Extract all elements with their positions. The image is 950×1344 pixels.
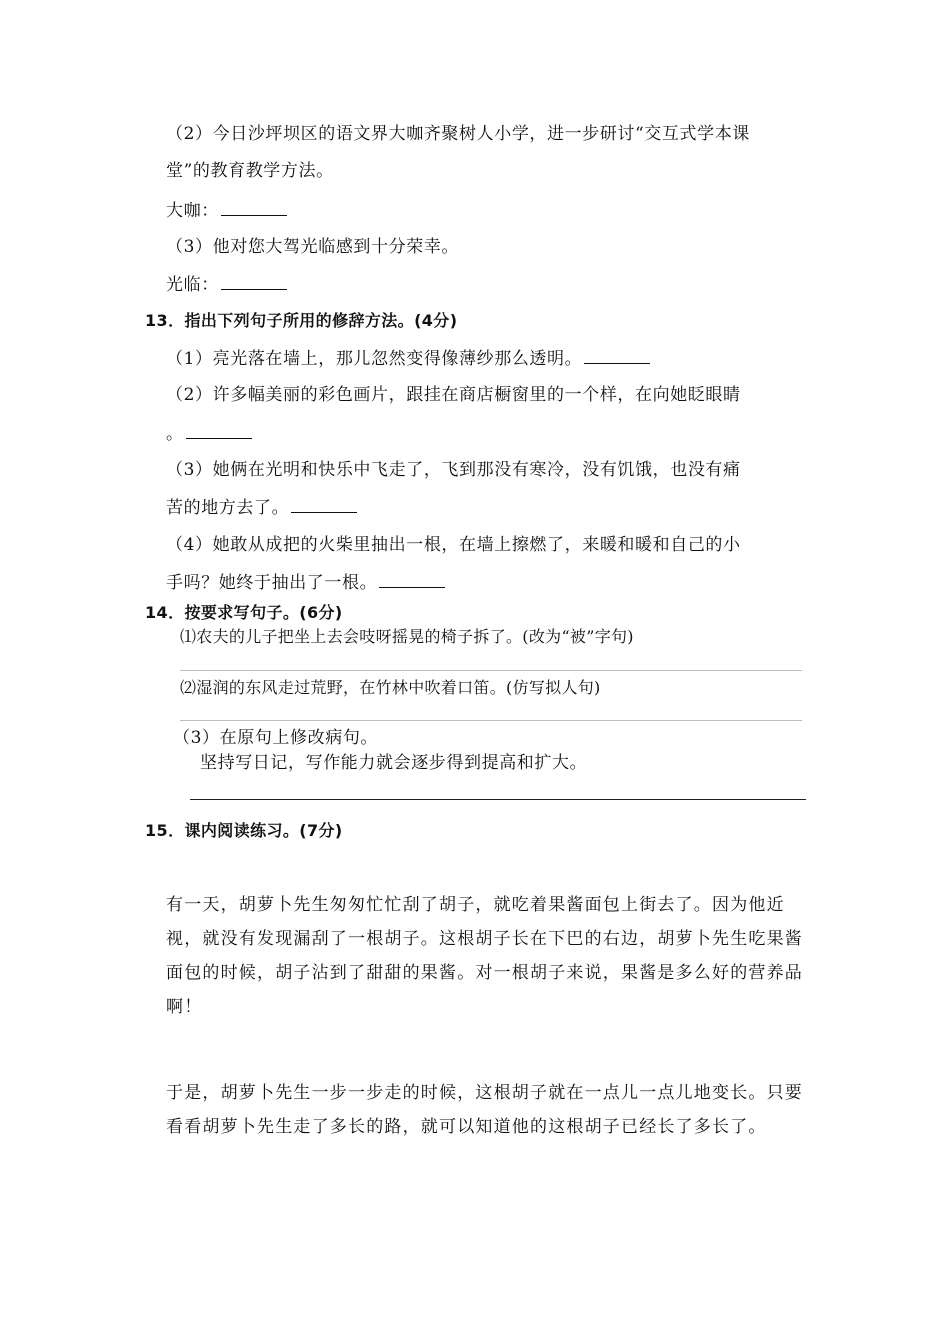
q14-s1-answer-line[interactable] [180,670,802,671]
q14-s2-answer-line[interactable] [180,720,802,721]
q15-passage-paragraph-2: 于是，胡萝卜先生一步一步走的时候，这根胡子就在一点儿一点儿地变长。只要看看胡萝卜先生走了多长的路，就可以知道他的这根胡子已经长了多长了。 [166,1083,803,1137]
q14-s1: ⑴农夫的儿子把坐上去会吱呀摇晃的椅子拆了。(改为“被”字句) [180,627,634,646]
q13-heading: 13．指出下列句子所用的修辞方法。(4分) [145,311,458,330]
q14-heading: 14．按要求写句子。(6分) [145,603,343,622]
q15-heading: 15．课内阅读练习。(7分) [145,821,343,840]
q14-s3-answer-line[interactable] [190,799,806,800]
q13-s3-text: 苦的地方去了。 [166,498,290,518]
q12-item2-line1: （2）今日沙坪坝区的语文界大咖齐聚树人小学，进一步研讨“交互式学本课 [166,124,750,144]
q13-s4-text: 手吗？她终于抽出了一根。 [166,573,378,593]
q12-dake-answer [166,199,287,222]
q12-guanglin-label: 光临： [166,275,219,295]
q15-passage-paragraph-1: 有一天，胡萝卜先生匆匆忙忙刮了胡子，就吃着果酱面包上街去了。因为他近视，就没有发现漏刮了一根胡子。这根胡子长在下巴的右边，胡萝卜先生吃果酱面包的时候，胡子沾到了甜甜的果酱。对一根胡子来说，果酱是多么好的营养品啊！ [166,895,803,1017]
q13-s2-blank[interactable] [186,422,252,439]
q13-s4-line1: （4）她敢从成把的火柴里抽出一根，在墙上擦燃了，来暖和暖和自己的小 [166,535,741,555]
q13-s3-line2 [166,496,357,519]
q12-guanglin-blank[interactable] [221,273,287,290]
q12-guanglin-answer [166,273,287,296]
q14-s3: （3）在原句上修改病句。 [173,728,379,748]
q13-s4-line2 [166,571,445,594]
q14-s2: ⑵湿润的东风走过荒野，在竹林中吹着口笛。(仿写拟人句) [180,678,601,697]
q12-dake-blank[interactable] [221,199,287,216]
q14-s3-sentence: 坚持写日记，写作能力就会逐步得到提高和扩大。 [200,753,588,773]
q13-s2-line1: （2）许多幅美丽的彩色画片，跟挂在商店橱窗里的一个样，在向她眨眼睛 [166,385,741,405]
q12-dake-label: 大咖： [166,201,219,221]
q13-s2-line2 [166,422,252,445]
q13-s2-text: 。 [166,424,184,444]
q13-s4-blank[interactable] [379,571,445,588]
q12-item2-line2: 堂”的教育教学方法。 [166,161,334,181]
q13-s3-line1: （3）她俩在光明和快乐中飞走了，飞到那没有寒冷，没有饥饿，也没有痛 [166,460,741,480]
q13-s1 [166,347,650,370]
q13-s1-text: （1）亮光落在墙上，那儿忽然变得像薄纱那么透明。 [166,349,583,369]
q13-s3-blank[interactable] [291,496,357,513]
q13-s1-blank[interactable] [584,347,650,364]
q12-item3: （3）他对您大驾光临感到十分荣幸。 [166,237,460,257]
